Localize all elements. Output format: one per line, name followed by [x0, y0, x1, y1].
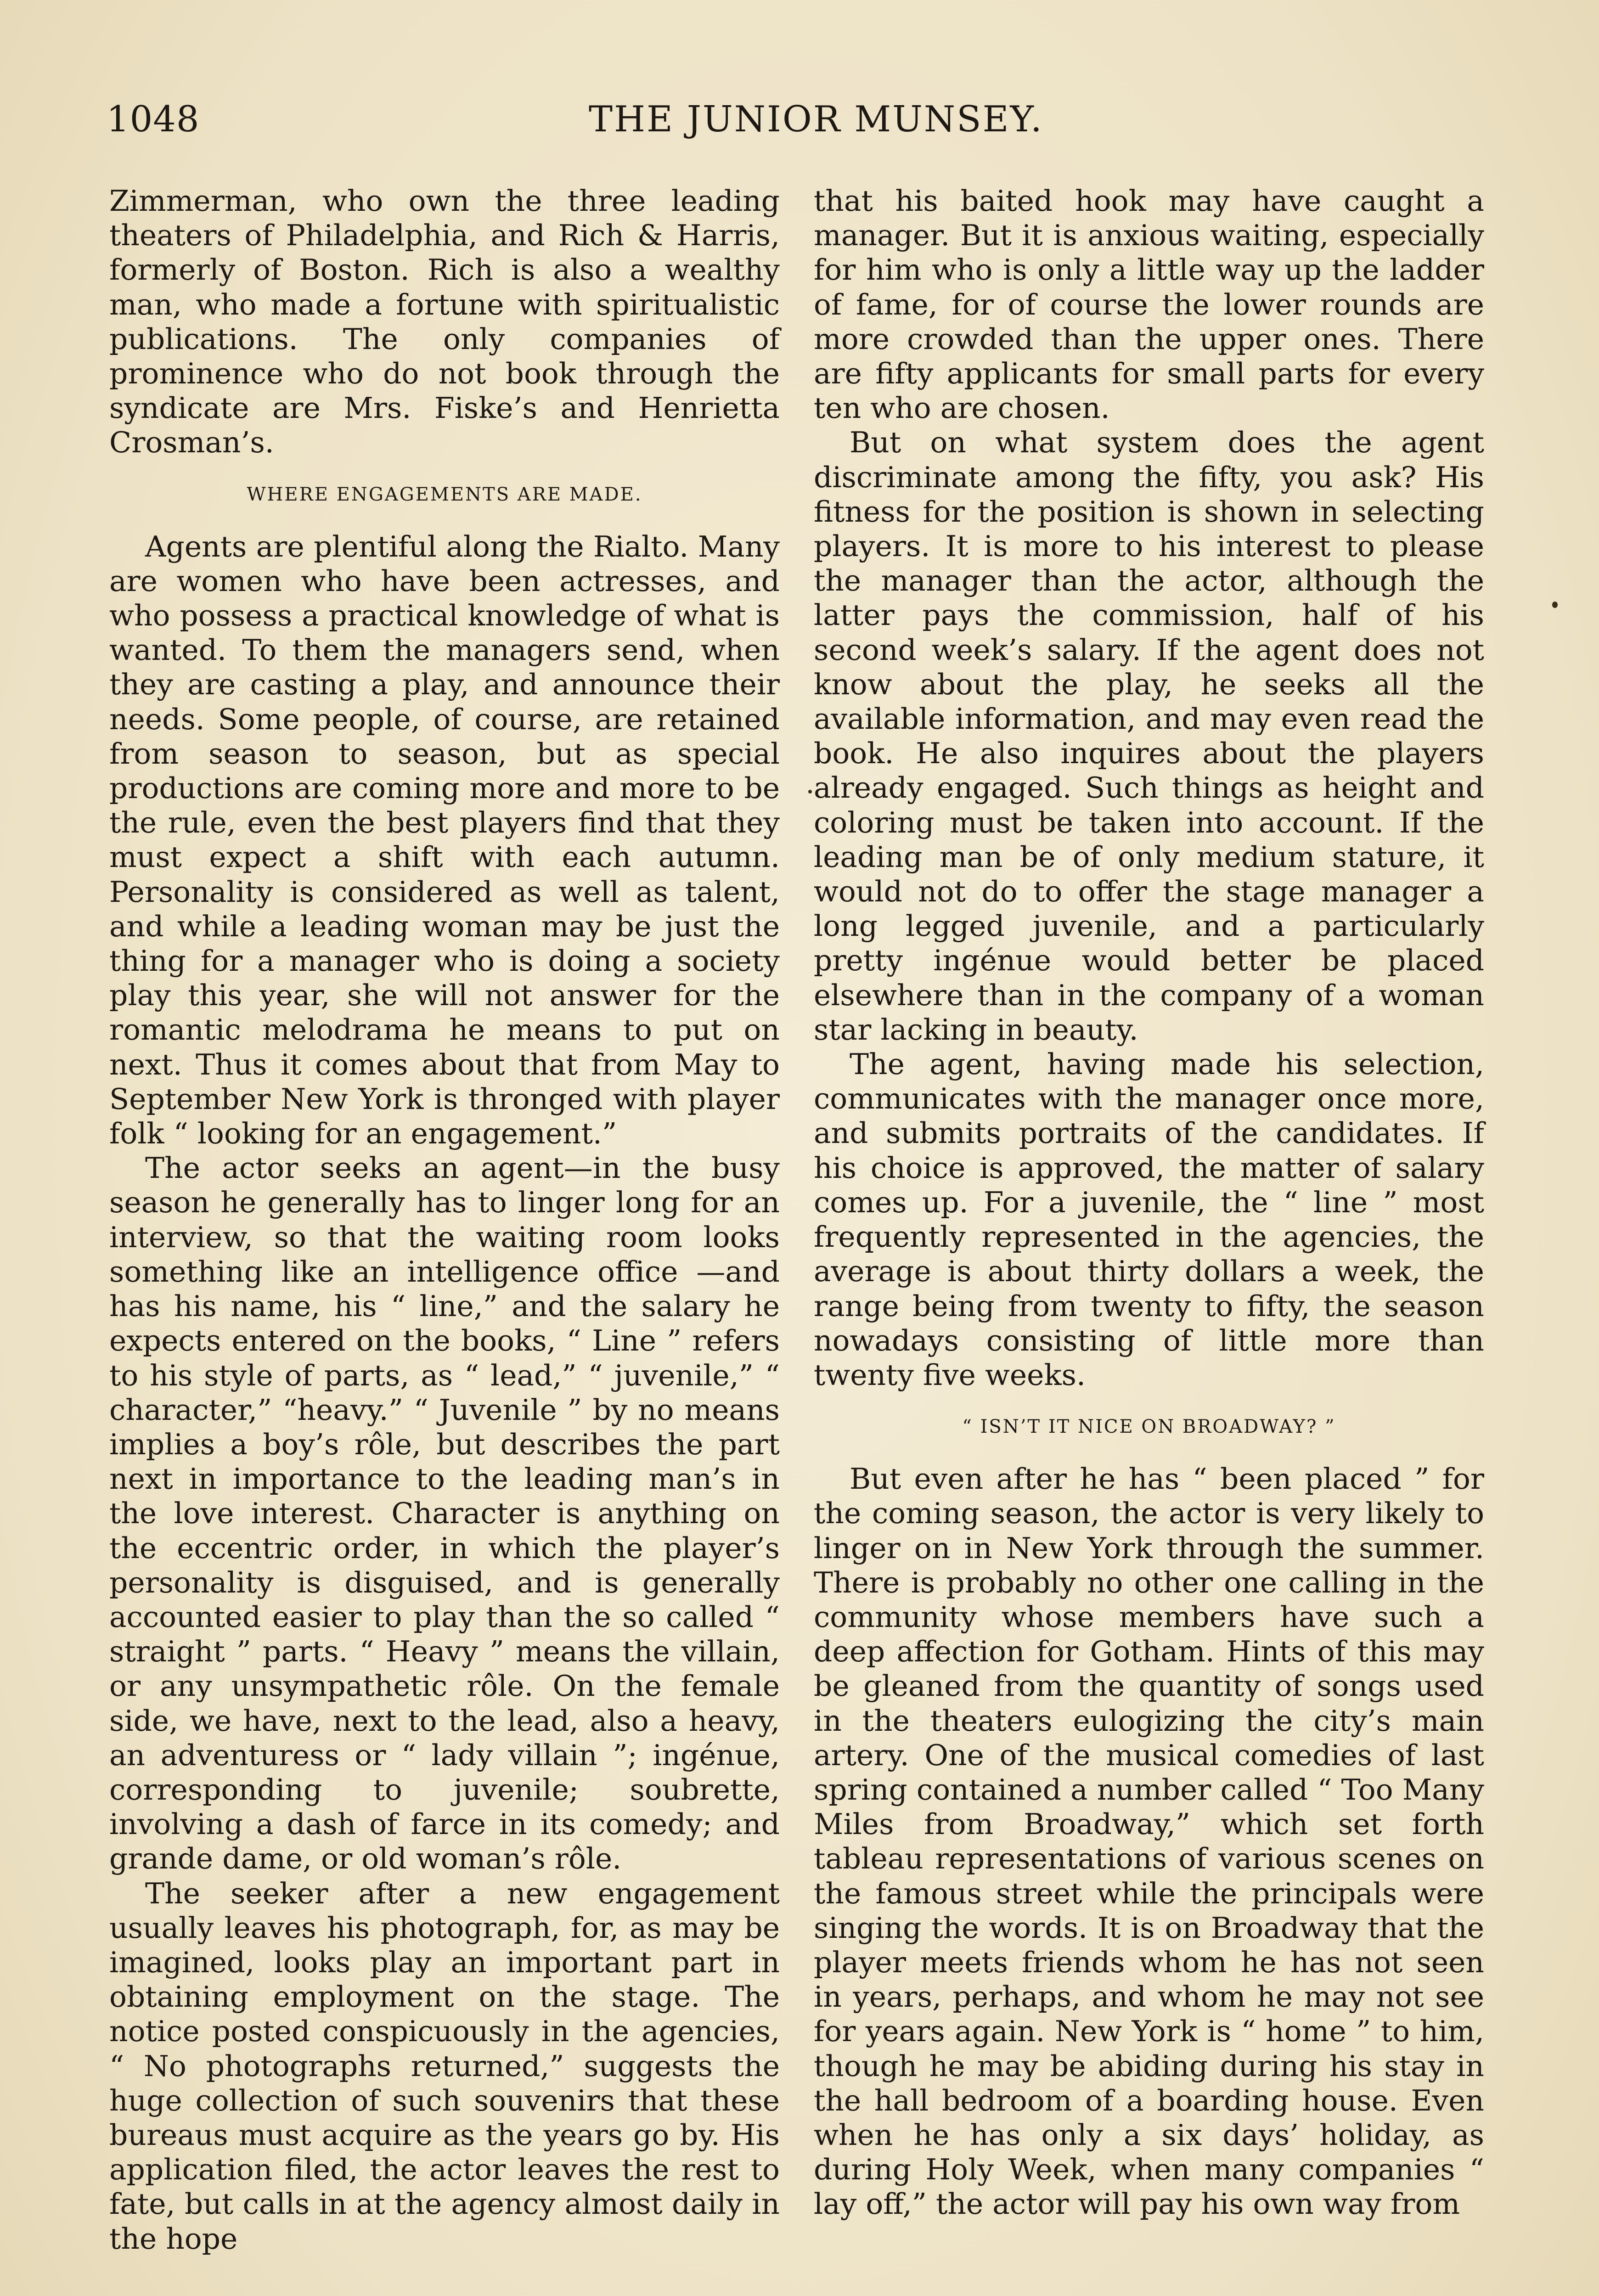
- right-column-section-heading: “ ISN’T IT NICE ON BROADWAY? ”: [962, 1416, 1336, 1438]
- right-column: [814, 184, 1484, 2222]
- page-number: 1048: [107, 99, 200, 140]
- right-column-paragraph: that his baited hook may have caught a manager. But it is anxious waiting, especially for him who is only a little way up the ladder of fame, for of course the lower rounds are more crowded than the upper ones. There are fifty applicants for small parts for every ten who are chosen.: [814, 184, 1484, 425]
- paper-speck: [1552, 602, 1558, 608]
- magazine-title: THE JUNIOR MUNSEY.: [589, 99, 1043, 140]
- left-column-paragraph: Agents are plentiful along the Rialto. Many are women who have been actresses, and who possess a practical knowledge of what is wanted. To them the managers send, when they are casting a play, and announce their needs. Some people, of course, are retained from season to season, but as special productions are coming more and more to be the rule, even the best players find that they must expect a shift with each autumn. Personality is considered as well as talent, and while a leading woman may be just the thing for a manager who is doing a society play this year, she will not answer for the romantic melodrama he means to put on next. Thus it comes about that from May to September New York is thronged with player folk “ looking for an engagement.”: [109, 529, 780, 1151]
- left-column-paragraph: The seeker after a new engagement usually leaves his photograph, for, as may be imagined, looks play an important part in obtaining employment on the stage. The notice posted conspicuously in the agencies, “ No photographs returned,” suggests the huge collection of such souvenirs that these bureaus must acquire as the years go by. His application filed, the actor leaves the rest to fate, but calls in at the agency almost daily in the hope: [109, 1876, 780, 2256]
- paper-speck: [808, 790, 812, 793]
- left-column-paragraph: The actor seeks an agent—in the busy season he generally has to linger long for an interview, so that the waiting room looks something like an intelligence office —and has his name, his “ line,” and the salary he expects entered on the books, “ Line ” refers to his style of parts, as “ lead,” “ juvenile,” “ character,” “heavy.” “ Juvenile ” by no means implies a boy’s rôle, but describes the part next in importance to the leading man’s in the love interest. Character is anything on the eccentric order, in which the player’s personality is disguised, and is generally accounted easier to play than the so called “ straight ” parts. “ Heavy ” means the villain, or any unsympathetic rôle. On the female side, we have, next to the lead, also a heavy, an adventuress or “ lady villain ”; ingénue, corresponding to juvenile; soubrette, involving a dash of farce in its comedy; and grande dame, or old woman’s rôle.: [109, 1151, 780, 1876]
- left-column-paragraph: Zimmerman, who own the three leading theaters of Philadelphia, and Rich & Harris, formerly of Boston. Rich is also a wealthy man, who made a fortune with spiritualistic publications. The only companies of prominence who do not book through the syndicate are Mrs. Fiske’s and Henrietta Crosman’s.: [109, 184, 780, 460]
- right-column-paragraph: But even after he has “ been placed ” for the coming season, the actor is very likely to linger on in New York through the summer. There is probably no other one calling in the community whose members have such a deep affection for Gotham. Hints of this may be gleaned from the quantity of songs used in the theaters eulogizing the city’s main artery. One of the musical comedies of last spring contained a number called “ Too Many Miles from Broadway,” which set forth tableau representations of various scenes on the famous street while the principals were singing the words. It is on Broadway that the player meets friends whom he has not seen in years, perhaps, and whom he may not see for years again. New York is “ home ” to him, though he may be abiding during his stay in the hall bedroom of a boarding house. Even when he has only a six days’ holiday, as during Holy Week, when many companies “ lay off,” the actor will pay his own way from: [814, 1462, 1484, 2221]
- right-column-paragraph: But on what system does the agent discriminate among the fifty, you ask? His fitness for the position is shown in selecting players. It is more to his interest to please the manager than the actor, although the latter pays the commission, half of his second week’s salary. If the agent does not know about the play, he seeks all the available information, and may even read the book. He also inquires about the players already engaged. Such things as height and coloring must be taken into account. If the leading man be of only medium stature, it would not do to offer the stage manager a long legged juvenile, and a particularly pretty ingénue would better be placed elsewhere than in the company of a woman star lacking in beauty.: [814, 426, 1484, 1047]
- left-column: [109, 184, 780, 2256]
- running-head: [107, 99, 1484, 149]
- right-column-paragraph: The agent, having made his selection, communicates with the manager once more, and submits portraits of the candidates. If his choice is approved, the matter of salary comes up. For a juvenile, the “ line ” most frequently represented in the agencies, the average is about thirty dollars a week, the range being from twenty to fifty, the season nowadays consisting of little more than twenty five weeks.: [814, 1047, 1484, 1392]
- left-column-section-heading: WHERE ENGAGEMENTS ARE MADE.: [247, 484, 642, 505]
